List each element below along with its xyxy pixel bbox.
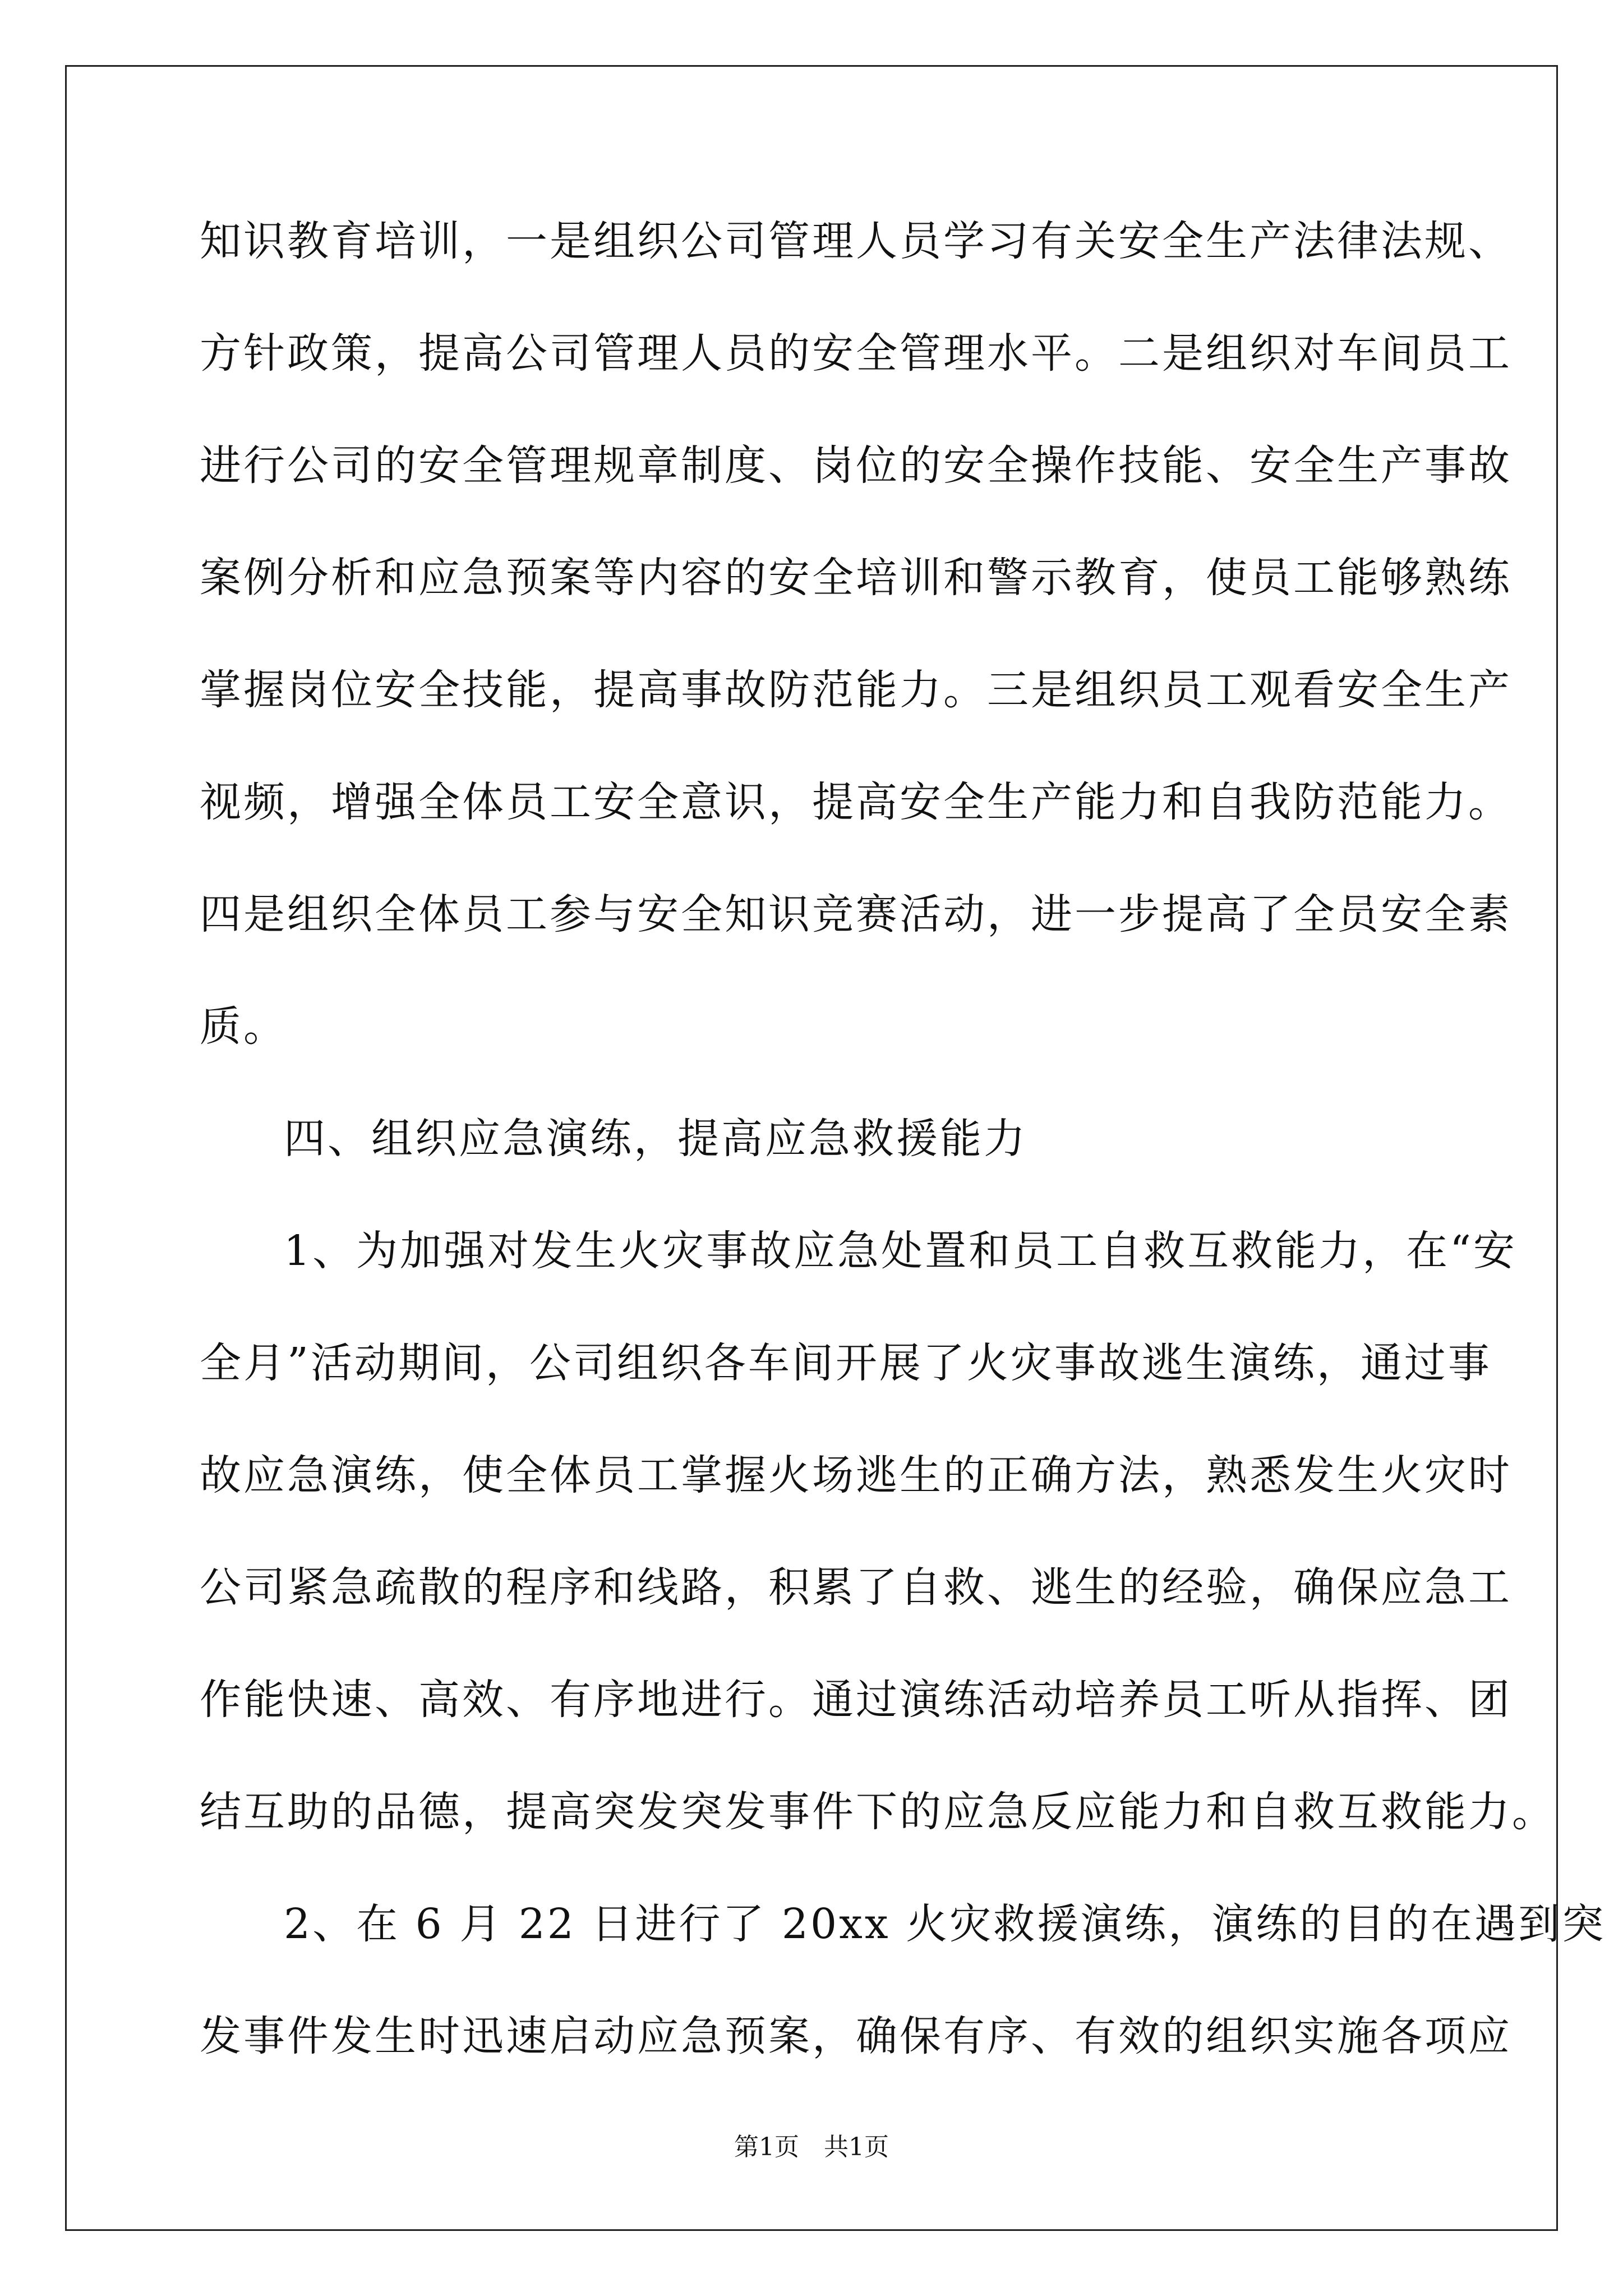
text-line: 掌握岗位安全技能，提高事故防范能力。三是组织员工观看安全生产 <box>200 666 1512 714</box>
text-line: 质。 <box>200 1002 287 1051</box>
text-line: 作能快速、高效、有序地进行。通过演练活动培养员工听从指挥、团 <box>200 1676 1512 1724</box>
text-line: 2、在 6 月 22 日进行了 20xx 火灾救援演练，演练的目的在遇到突 <box>284 1900 1606 1948</box>
text-line: 案例分析和应急预案等内容的安全培训和警示教育，使员工能够熟练 <box>200 554 1512 602</box>
section-heading: 四、组织应急演练，提高应急救援能力 <box>284 1115 1027 1163</box>
text-line: 四是组织全体员工参与安全知识竞赛活动，进一步提高了全员安全素 <box>200 890 1512 938</box>
text-line: 知识教育培训，一是组织公司管理人员学习有关安全生产法律法规、 <box>200 217 1512 265</box>
text-line: 1、为加强对发生火灾事故应急处置和员工自救互救能力，在“安 <box>284 1227 1517 1275</box>
text-line: 方针政策，提高公司管理人员的安全管理水平。二是组织对车间员工 <box>200 329 1512 378</box>
text-line: 公司紧急疏散的程序和线路，积累了自救、逃生的经验，确保应急工 <box>200 1563 1512 1612</box>
text-line: 进行公司的安全管理规章制度、岗位的安全操作技能、安全生产事故 <box>200 441 1512 490</box>
text-line: 故应急演练，使全体员工掌握火场逃生的正确方法，熟悉发生火灾时 <box>200 1451 1512 1499</box>
text-line: 全月”活动期间，公司组织各车间开展了火灾事故逃生演练，通过事 <box>200 1339 1492 1387</box>
page-footer: 第1页 共1页 <box>734 2133 889 2161</box>
text-line: 视频，增强全体员工安全意识，提高安全生产能力和自我防范能力。 <box>200 778 1512 826</box>
text-line: 发事件发生时迅速启动应急预案，确保有序、有效的组织实施各项应 <box>200 2012 1512 2060</box>
text-line: 结互助的品德，提高突发突发事件下的应急反应能力和自救互救能力。 <box>200 1788 1556 1836</box>
